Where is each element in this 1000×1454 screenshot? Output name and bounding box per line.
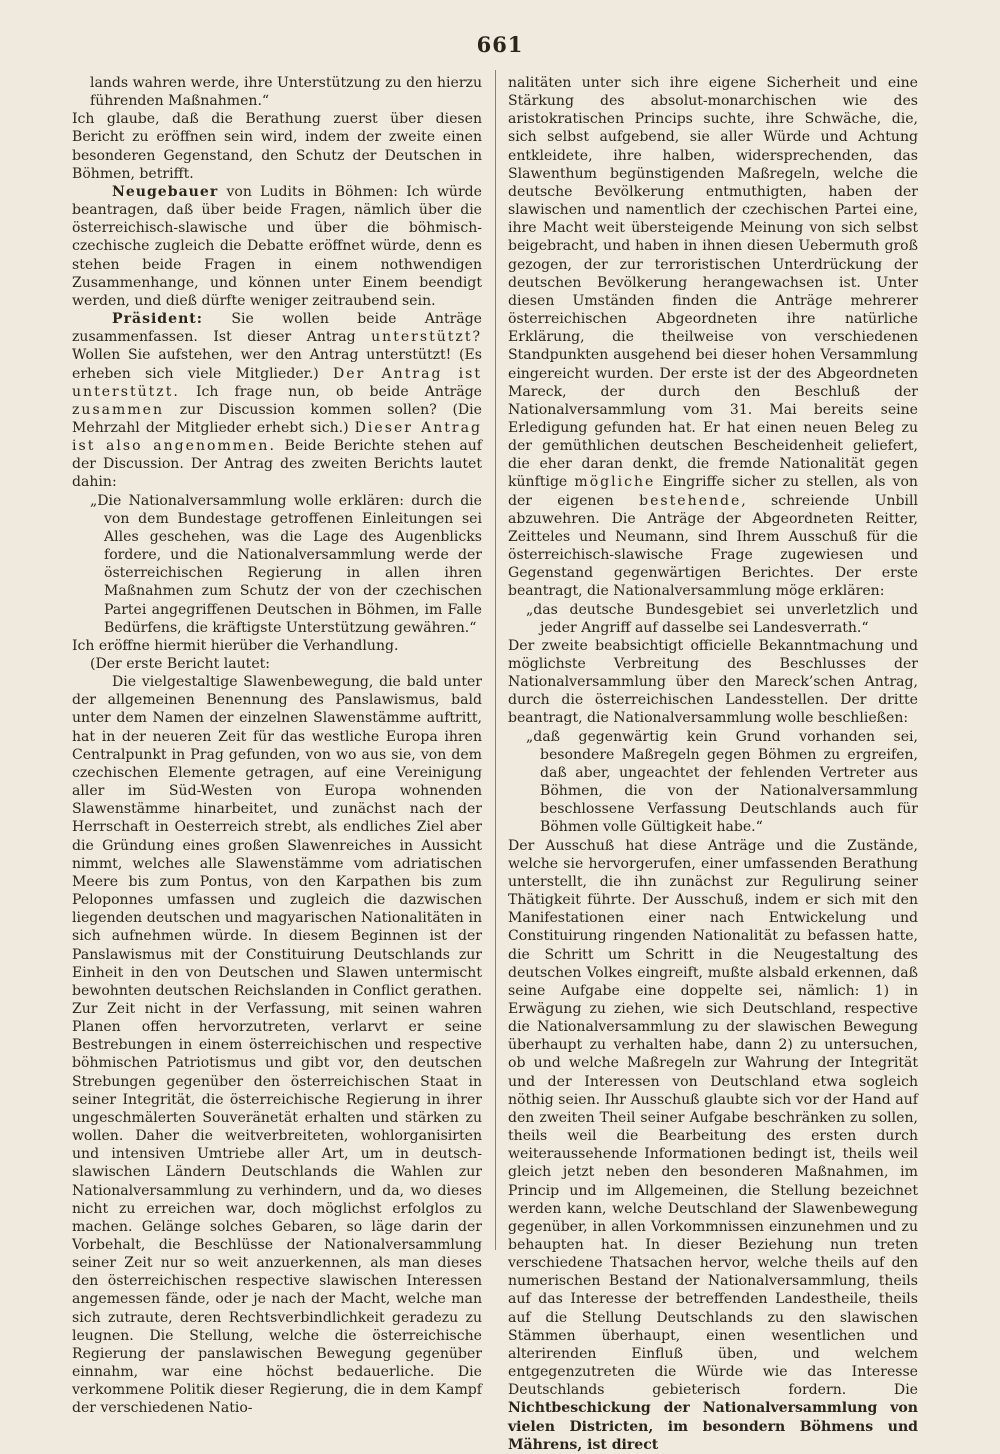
paragraph (508, 837, 918, 1454)
paragraph (72, 310, 482, 492)
speech-text: Beide Berichte stehen auf der Discussion. Der Antrag des zweiten Berichts lautet dahin: (72, 438, 482, 491)
column-divider (495, 70, 496, 1250)
left-column (72, 74, 482, 1418)
quotation: „Die Nationalversammlung wolle erklären: durch die von dem Bundestage getroffenen Einleitungen sei Alles geschehen, was die Lage des Augenblicks fordere, und die Nationalversammlung werde der österreichischen Regierung in allen ihren Maßnahmen zum Schutz der von der czechischen Partei angegriffenen Deutschen in Böhmen, im Falle Bedürfens, die kräftigste Unterstützung gewähren.“ (90, 492, 482, 636)
spaced-text: zusammen (72, 401, 165, 418)
spaced-text: unterstützt? (371, 329, 482, 346)
body-text: nalitäten unter sich ihre eigene Sicherheit und eine Stärkung des absolut-monarchischen wie des aristokratischen Princips suchte, ihre Schwäche, die, sich selbst aufgebend, sie aller Würde und Achtung entkleidete, ihre halben, widersprechenden, das Slawenthum begünstigenden Maßregeln, welche die deutsche Bevölkerung entmuthigten, haben der slawischen und namentlich der czechischen Partei eine, ihre Macht weit übersteigende Meinung von sich selbst beigebracht, und haben in ihnen diesen Uebermuth groß gezogen, der zur terroristischen Unterdrückung der deutschen Bevölkerung herangewachsen ist. Unter diesen Umständen finden die Anträge mehrerer österreichischen Abgeordneten ihre natürliche Erklärung, die theilweise von verschiedenen Standpunkten ausgehend bei dieser hohen Versammlung eingereicht wurden. Der erste ist der des Abgeordneten Mareck, der durch den Beschluß der Nationalversammlung vom 31. Mai bereits seine Erledigung gefunden hat. Er hat einen neuen Beleg zu der gemüthlichen deutschen Bescheidenheit geliefert, die eher daran denkt, die fremde Nationalität gegen künftige (508, 75, 918, 491)
paragraph: (Der erste Bericht lautet: (90, 656, 271, 672)
speech-text: zur Discussion kommen sollen? (Die Mehrzahl der Mitglieder erhebt sich.) (72, 401, 482, 436)
quotation: „das deutsche Bundesgebiet sei unverletzlich und jeder Angriff auf dasselbe sei Landesverrath.“ (526, 601, 918, 636)
body-text: , schreiende Unbill abzuwehren. Die Anträge der Abgeordneten Reitter, Zeitteles und Neumann, sind Ihrem Ausschuß für die österreichisch-slawische Frage zugewiesen und Gegenstand gegenwärtigen Berichtes. Der erste beantragt, die Nationalversammlung möge erklären: (508, 492, 918, 600)
paragraph: lands wahren werde, ihre Unterstützung zu den hierzu führenden Maßnahmen.“ (90, 75, 482, 110)
paragraph: Ich eröffne hiermit hierüber die Verhandlung. (72, 637, 399, 654)
body-text: Der Ausschuß hat diese Anträge und die Zustände, welche sie hervorgerufen, einer umfassenden Berathung unterstellt, die ihn zunächst zur Regulirung seiner Thätigkeit führte. Der Ausschuß, indem er sich mit den Manifestationen einer nach Entwickelung und Constituirung ringenden Nationalität zu befassen hatte, die Schritt um Schritt in die Neugestaltung des deutschen Volkes eingreift, mußte alsbald erkennen, daß seine Aufgabe eine doppelte sei, nämlich: 1) in Erwägung zu ziehen, wie sich Deutschland, respective die Nationalversammlung zu der slawischen Bewegung überhaupt zu verhalten habe, dann 2) zu untersuchen, ob und welche Maßregeln zur Wahrung der Integrität und der Interessen von Deutschland etwa sogleich nöthig seien. Ihr Ausschuß glaubte sich vor der Hand auf den zweiten Theil seiner Aufgabe beschränken zu sollen, theils weil die Bearbeitung des ersten durch weiteraussehende Informationen bedingt ist, theils weil gleich jetzt neben den besonderen Maßnahmen, im Princip und im Allgemeinen, die Stellung bezeichnet werden kann, welche Deutschland der Slawenbewegung gegenüber, in allen Vorkommnissen einzunehmen und zu behaupten hat. In dieser Beziehung nun treten verschiedene Thatsachen hervor, welche theils auf den numerischen Bestand der Nationalversammlung, theils auf das Interesse der betreffenden Landestheile, theils auf die Stellung Deutschlands zu den slawischen Stämmen überhaupt, einen wesentlichen und alterirenden Einfluß üben, und welchem entgegenzutreten die Würde wie das Interesse Deutschlands gebieterisch fordern. Die (508, 837, 918, 1399)
spaced-text: mögliche (574, 474, 656, 491)
speech-text: Ich frage nun, ob beide Anträge (179, 383, 482, 400)
spaced-text: bestehende (639, 492, 742, 509)
speech-text: Sie wollen beide Anträge zusammenfassen. Ist dieser Antrag (72, 311, 482, 346)
bold-text: Nichtbeschickung der Nationalversammlung von vielen Districten, im besondern Böhmens und Mährens, ist direct (508, 1400, 918, 1453)
speaker-name: Präsident: (112, 311, 203, 328)
speech-text: Wollen Sie aufstehen, wer den Antrag unterstützt! (Es erheben sich viele Mitglieder.) (72, 347, 482, 382)
page-number: 661 (476, 32, 524, 57)
speaker-name: Neugebauer (112, 183, 219, 200)
speech-text: von Ludits in Böhmen: Ich würde beantragen, daß über beide Fragen, nämlich über die österreichisch-slawische und über die böhmisch-czechische zugleich die Debatte eröffnet würde, denn es stehen beide Fragen in einem nothwendigen Zusammenhange, und können unter Einem beendigt werden, und dieß dürfte weniger zeitraubend sein. (72, 183, 482, 309)
quotation: „daß gegenwärtig kein Grund vorhanden sei, besondere Maßregeln gegen Böhmen zu ergreifen, daß aber, ungeachtet der fehlenden Vertreter aus Böhmen, die von der Nationalversammlung beschlossene Verfassung Deutschlands auch für Böhmen volle Gültigkeit habe.“ (526, 728, 918, 836)
body-text: Eingriffe sicher zu stellen, als von der eigenen (508, 474, 918, 509)
paragraph (72, 183, 482, 310)
paragraph: Der zweite beabsichtigt officielle Bekanntmachung und möglichste Verbreitung des Beschlusses der Nationalversammlung über den Mareck’schen Antrag, durch die österreichischen Landesstellen. Der dritte beantragt, die Nationalversammlung wolle beschließen: (508, 637, 918, 727)
paragraph: Ich glaube, daß die Berathung zuerst über diesen Bericht zu eröffnen sein wird, indem der zweite einen besonderen Gegenstand, den Schutz der Deutschen in Böhmen, betrifft. (72, 111, 482, 182)
spaced-text: Der Antrag ist unterstützt. (72, 365, 483, 400)
right-column (508, 74, 918, 1454)
spaced-text: Dieser Antrag ist also angenommen. (72, 419, 482, 455)
paragraph (508, 74, 918, 601)
paragraph: Die vielgestaltige Slawenbewegung, die bald unter der allgemeinen Benennung des Panslawismus, bald unter dem Namen der einzelnen Slawenstämme auftritt, hat in der neueren Zeit für das westliche Europa ihren Centralpunkt in Prag gefunden, von wo aus sie, von dem czechischen Elemente getragen, auf eine Vereinigung aller im Süd-Westen von Europa wohnenden Slawenstämme hinarbeitet, und zunächst nach der Herrschaft in Oesterreich strebt, als endliches Ziel aber die Gründung eines großen Slawenreiches in Aussicht nimmt, welches alle Slawenstämme vom adriatischen Meere bis zum Pontus, von den Karpathen bis zum Peloponnes umfassen und zugleich die dazwischen liegenden deutschen und magyarischen Nationalitäten in sich aufnehmen würde. In diesem Beginnen ist der Panslawismus mit der Constituirung Deutschlands zur Einheit in den von Deutschen und Slawen untermischt bewohnten deutschen Reichslanden in Conflict gerathen. Zur Zeit nicht in der Verfassung, mit seinen wahren Planen offen hervorzutreten, verlarvt er seine Bestrebungen in einem österreichischen und respective böhmischen Patriotismus und gibt vor, den deutschen Strebungen gegenüber den österreichischen Staat in seiner Integrität, die österreichische Regierung in ihrer ungeschmälerten Souveränetät erhalten und stärken zu wollen. Daher die weitverbreiteten, wohlorganisirten und intensiven Umtriebe aller Art, um in deutsch-slawischen Ländern Deutschlands die Wahlen zur Nationalversammlung zu verhindern, und da, wo dieses nicht zu erreichen war, doch möglichst erfolglos zu machen. Gelänge solches Gebaren, so läge darin der Vorbehalt, die Beschlüsse der Nationalversammlung seiner Zeit nur so weit anzuerkennen, als man dieses den österreichischen respective slawischen Interessen angemessen fände, oder je nach der Macht, welche man sich zutraute, deren Rechtsverbindlichkeit geradezu zu leugnen. Die Stellung, welche die österreichische Regierung der panslawischen Bewegung gegenüber einnahm, war eine höchst bedauerliche. Die verkommene Politik dieser Regierung, die in dem Kampf der verschiedenen Natio- (72, 674, 482, 1417)
